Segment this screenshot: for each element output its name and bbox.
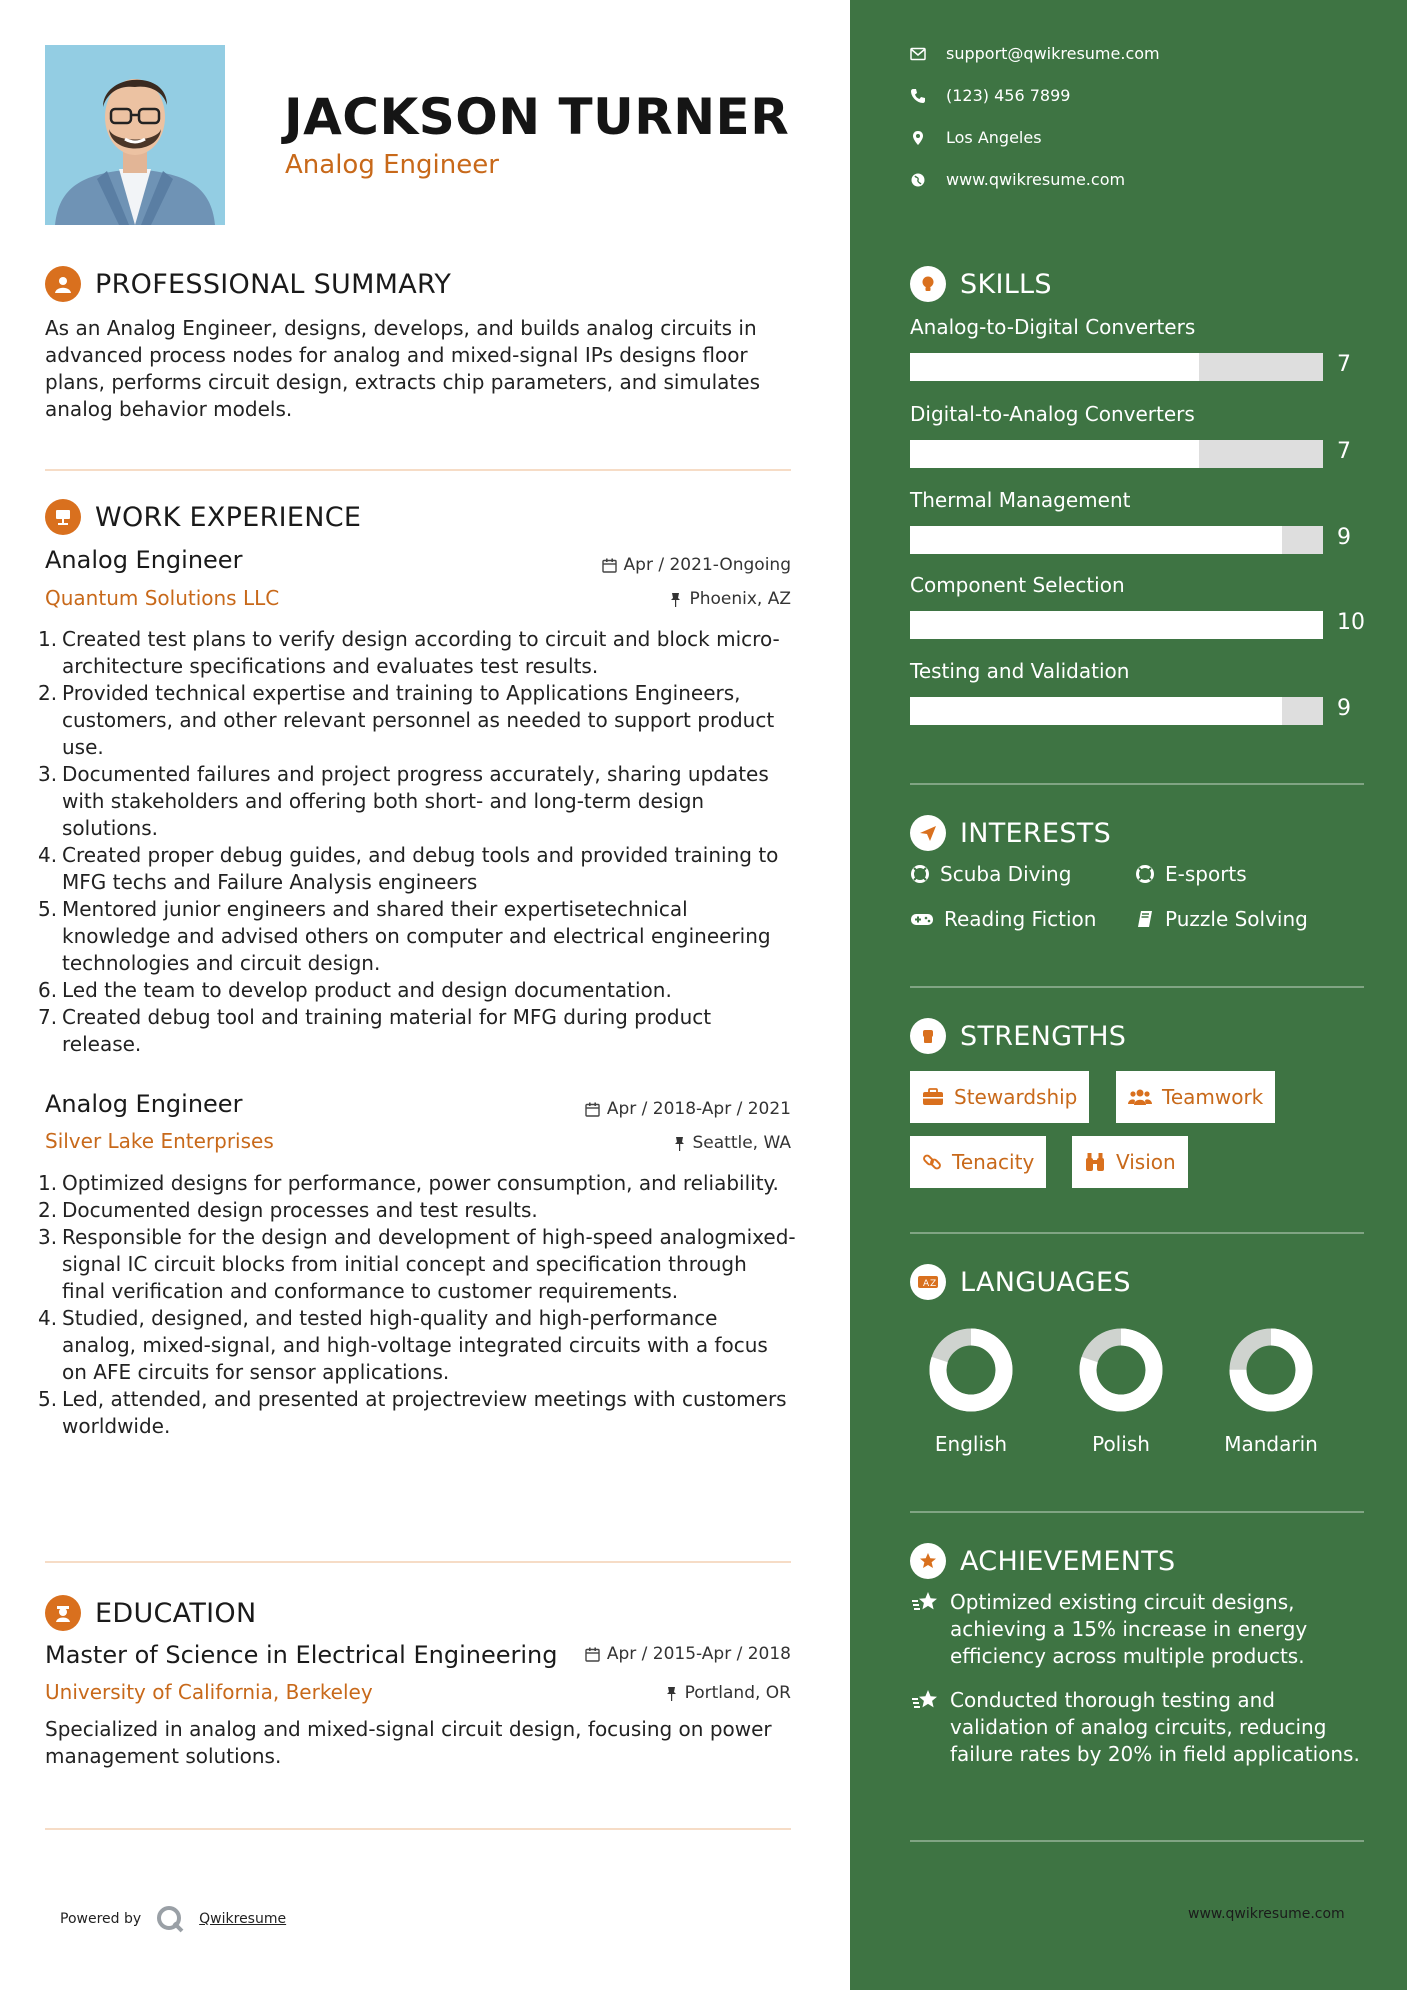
duty-text: Led, attended, and presented at projectreview meetings with customers worldwide. xyxy=(62,1387,787,1438)
interest-label: Reading Fiction xyxy=(944,907,1097,931)
svg-text:A: A xyxy=(923,1279,930,1289)
users-icon xyxy=(1128,1088,1152,1106)
duty-text: Documented failures and project progress accurately, sharing updates with stakeholders and offering both short- and long-term design solutions. xyxy=(62,762,769,840)
language-level-donut xyxy=(1078,1327,1164,1413)
envelope-icon xyxy=(910,47,926,61)
briefcase-icon xyxy=(922,1088,944,1106)
divider xyxy=(910,1840,1364,1842)
qwikresume-logo-icon xyxy=(155,1904,185,1934)
duty-number: 3. xyxy=(38,1225,58,1249)
experience-title: WORK EXPERIENCE xyxy=(95,501,362,533)
duty-item xyxy=(38,680,796,761)
achievements-title: ACHIEVEMENTS xyxy=(960,1545,1176,1577)
strength-label: Vision xyxy=(1116,1150,1176,1174)
job-title: Analog Engineer xyxy=(45,546,243,574)
languages-heading xyxy=(910,1264,1131,1300)
interest-item xyxy=(1135,862,1247,886)
skill-value: 9 xyxy=(1337,525,1351,550)
interest-label: Puzzle Solving xyxy=(1165,907,1308,931)
duty-text: Created test plans to verify design according to circuit and block micro-architecture specifications and evaluates test results. xyxy=(62,627,780,678)
achievement-item xyxy=(910,1687,1360,1768)
duty-number: 5. xyxy=(38,897,58,921)
duty-item xyxy=(38,1386,796,1440)
strength-tag xyxy=(910,1071,1089,1123)
skill-name: Testing and Validation xyxy=(910,659,1130,683)
strength-tag xyxy=(1116,1071,1275,1123)
education-text: Specialized in analog and mixed-signal circuit design, focusing on power management solutions. xyxy=(45,1717,772,1768)
interest-item xyxy=(1135,907,1308,931)
book-icon xyxy=(1135,909,1155,929)
duty-number: 1. xyxy=(38,1171,58,1195)
divider xyxy=(910,1511,1364,1513)
calendar-icon xyxy=(585,1102,600,1117)
duty-text: Created debug tool and training material for MFG during product release. xyxy=(62,1005,712,1056)
duty-number: 6. xyxy=(38,978,58,1002)
strength-tag xyxy=(1072,1136,1188,1188)
education-heading xyxy=(45,1595,256,1631)
contact-email-text: support@qwikresume.com xyxy=(946,44,1160,63)
achievements-heading xyxy=(910,1543,1176,1579)
duty-item xyxy=(38,1004,796,1058)
summary-text: As an Analog Engineer, designs, develops, and builds analog circuits in advanced process nodes for analog and mixed-signal IPs designs floor plans, performs circuit design, extracts chip parameters, and simulates analog behavior models. xyxy=(45,316,760,421)
duty-item xyxy=(38,626,796,680)
paper-plane-icon xyxy=(910,815,946,851)
degree-title: Master of Science in Electrical Engineering xyxy=(45,1641,558,1669)
skills-heading xyxy=(910,266,1052,302)
duty-number: 1. xyxy=(38,627,58,651)
skill-bar xyxy=(910,353,1323,381)
footer-url[interactable]: www.qwikresume.com xyxy=(1188,1906,1345,1922)
contact-phone[interactable] xyxy=(910,86,1070,105)
lifebuoy-icon xyxy=(910,864,930,884)
job-dates xyxy=(585,1099,791,1119)
divider xyxy=(910,986,1364,988)
language-name: Mandarin xyxy=(1224,1432,1318,1456)
duty-number: 5. xyxy=(38,1387,58,1411)
duty-number: 2. xyxy=(38,681,58,705)
duty-number: 4. xyxy=(38,1306,58,1330)
language-level-donut xyxy=(1228,1327,1314,1413)
duty-item xyxy=(38,896,796,977)
phone-icon xyxy=(910,88,926,104)
job-title: Analog Engineer xyxy=(45,1090,243,1118)
summary-heading xyxy=(45,266,451,302)
interests-title: INTERESTS xyxy=(960,817,1112,849)
duty-item xyxy=(38,761,796,842)
achievement-item xyxy=(910,1589,1360,1670)
duty-text: Mentored junior engineers and shared their expertisetechnical knowledge and advised others on computer and electrical engineering technologies and circuit design. xyxy=(62,897,771,975)
skill-value: 9 xyxy=(1337,696,1351,721)
education-location-text: Portland, OR xyxy=(684,1683,791,1703)
duty-text: Optimized designs for performance, power consumption, and reliability. xyxy=(62,1171,779,1195)
duty-text: Documented design processes and test results. xyxy=(62,1198,538,1222)
calendar-icon xyxy=(602,558,617,573)
pin-icon xyxy=(665,1686,678,1701)
skill-value: 7 xyxy=(1337,439,1351,464)
divider xyxy=(45,1561,791,1563)
strengths-heading xyxy=(910,1018,1126,1054)
job-dates xyxy=(602,555,791,575)
star-badge-icon xyxy=(910,1543,946,1579)
strength-tag xyxy=(910,1136,1046,1188)
interest-label: Scuba Diving xyxy=(940,862,1072,886)
map-marker-icon xyxy=(910,130,926,146)
duty-number: 3. xyxy=(38,762,58,786)
duty-text: Created proper debug guides, and debug tools and provided training to MFG techs and Failure Analysis engineers xyxy=(62,843,779,894)
duty-text: Responsible for the design and development of high-speed analogmixed-signal IC circuit blocks from initial concept and specification through final verification and conformance to customer requirements. xyxy=(62,1225,796,1303)
job-location xyxy=(669,589,791,609)
candidate-role: Analog Engineer xyxy=(285,150,499,180)
interests-heading xyxy=(910,815,1111,851)
divider xyxy=(910,1232,1364,1234)
strengths-title: STRENGTHS xyxy=(960,1020,1127,1052)
skill-name: Component Selection xyxy=(910,573,1125,597)
summary-title: PROFESSIONAL SUMMARY xyxy=(95,268,452,300)
skill-value: 10 xyxy=(1337,610,1365,635)
candidate-name: JACKSON TURNER xyxy=(284,88,790,146)
education-title: EDUCATION xyxy=(95,1597,257,1629)
strength-label: Teamwork xyxy=(1162,1085,1264,1109)
job-location-text: Phoenix, AZ xyxy=(689,589,791,609)
user-icon xyxy=(45,266,81,302)
fist-icon xyxy=(910,1018,946,1054)
contact-email[interactable] xyxy=(910,44,1160,63)
graduate-icon xyxy=(45,1595,81,1631)
education-dates xyxy=(585,1644,791,1664)
job-dates-text: Apr / 2018-Apr / 2021 xyxy=(606,1099,791,1119)
contact-location-text: Los Angeles xyxy=(946,128,1042,147)
link-icon xyxy=(922,1152,942,1172)
contact-phone-text: (123) 456 7899 xyxy=(946,86,1071,105)
calendar-icon xyxy=(585,1647,600,1662)
strength-label: Stewardship xyxy=(954,1085,1078,1109)
language-name: English xyxy=(934,1432,1008,1456)
duty-item xyxy=(38,1197,796,1224)
duty-item xyxy=(38,842,796,896)
duty-text: Studied, designed, and tested high-quality and high-performance analog, mixed-signal, and high-voltage integrated circuits with a focus on AFE circuits for sensor applications. xyxy=(62,1306,768,1384)
interest-item xyxy=(910,862,1071,886)
job-dates-text: Apr / 2021-Ongoing xyxy=(623,555,791,575)
interest-item xyxy=(910,907,1096,931)
job-location xyxy=(673,1133,792,1153)
skills-title: SKILLS xyxy=(960,268,1052,300)
language-level-donut xyxy=(928,1327,1014,1413)
star-icon xyxy=(910,1589,940,1617)
job-location-text: Seattle, WA xyxy=(692,1133,791,1153)
school-name: University of California, Berkeley xyxy=(45,1680,373,1704)
languages-title: LANGUAGES xyxy=(960,1266,1131,1298)
gamepad-icon xyxy=(910,911,934,927)
profile-photo xyxy=(45,45,225,225)
lifebuoy-icon xyxy=(1135,864,1155,884)
experience-heading xyxy=(45,499,361,535)
achievement-text: Optimized existing circuit designs, achieving a 15% increase in energy efficiency across multiple products. xyxy=(950,1590,1308,1668)
divider xyxy=(45,1828,791,1830)
skill-value: 7 xyxy=(1337,352,1351,377)
contact-location xyxy=(910,128,1042,147)
interest-label: E-sports xyxy=(1165,862,1247,886)
skill-bar xyxy=(910,526,1323,554)
contact-website[interactable] xyxy=(910,170,1125,189)
duty-text: Led the team to develop product and design documentation. xyxy=(62,978,672,1002)
education-dates-text: Apr / 2015-Apr / 2018 xyxy=(606,1644,791,1664)
skill-bar-fill xyxy=(910,697,1282,725)
svg-text:Z: Z xyxy=(930,1279,937,1289)
duty-number: 7. xyxy=(38,1005,58,1029)
pin-icon xyxy=(673,1136,686,1151)
presentation-icon xyxy=(45,499,81,535)
divider xyxy=(910,783,1364,785)
lightbulb-icon xyxy=(910,266,946,302)
translate-icon xyxy=(910,1264,946,1300)
education-location xyxy=(665,1683,791,1703)
achievement-text: Conducted thorough testing and validation of analog circuits, reducing failure rates by 20% in field applications. xyxy=(950,1688,1360,1766)
job-company: Silver Lake Enterprises xyxy=(45,1129,274,1153)
duty-item xyxy=(38,977,796,1004)
contact-website-text: www.qwikresume.com xyxy=(946,170,1126,189)
star-icon xyxy=(910,1687,940,1715)
pin-icon xyxy=(669,592,682,607)
language-name: Polish xyxy=(1092,1432,1150,1456)
skill-name: Thermal Management xyxy=(910,488,1131,512)
skill-bar-fill xyxy=(910,440,1199,468)
globe-icon xyxy=(910,172,926,188)
skill-bar-fill xyxy=(910,526,1282,554)
duty-item xyxy=(38,1305,796,1386)
powered-by-label: Powered by xyxy=(60,1911,142,1927)
skill-bar xyxy=(910,440,1323,468)
skill-name: Analog-to-Digital Converters xyxy=(910,315,1196,339)
duty-text: Provided technical expertise and training to Applications Engineers, customers, and other relevant personnel as needed to support product use. xyxy=(62,681,775,759)
binoculars-icon xyxy=(1084,1152,1106,1172)
duty-item xyxy=(38,1170,796,1197)
job-company: Quantum Solutions LLC xyxy=(45,586,280,610)
qwikresume-link[interactable]: Qwikresume xyxy=(199,1911,287,1927)
job-duties xyxy=(38,626,796,1058)
skill-name: Digital-to-Analog Converters xyxy=(910,402,1195,426)
duty-item xyxy=(38,1224,796,1305)
powered-by xyxy=(60,1904,286,1934)
skill-bar-fill xyxy=(910,611,1323,639)
skill-bar-fill xyxy=(910,353,1199,381)
strength-label: Tenacity xyxy=(952,1150,1035,1174)
divider xyxy=(45,469,791,471)
skill-bar xyxy=(910,611,1323,639)
job-duties xyxy=(38,1170,796,1440)
skill-bar xyxy=(910,697,1323,725)
duty-number: 2. xyxy=(38,1198,58,1222)
duty-number: 4. xyxy=(38,843,58,867)
